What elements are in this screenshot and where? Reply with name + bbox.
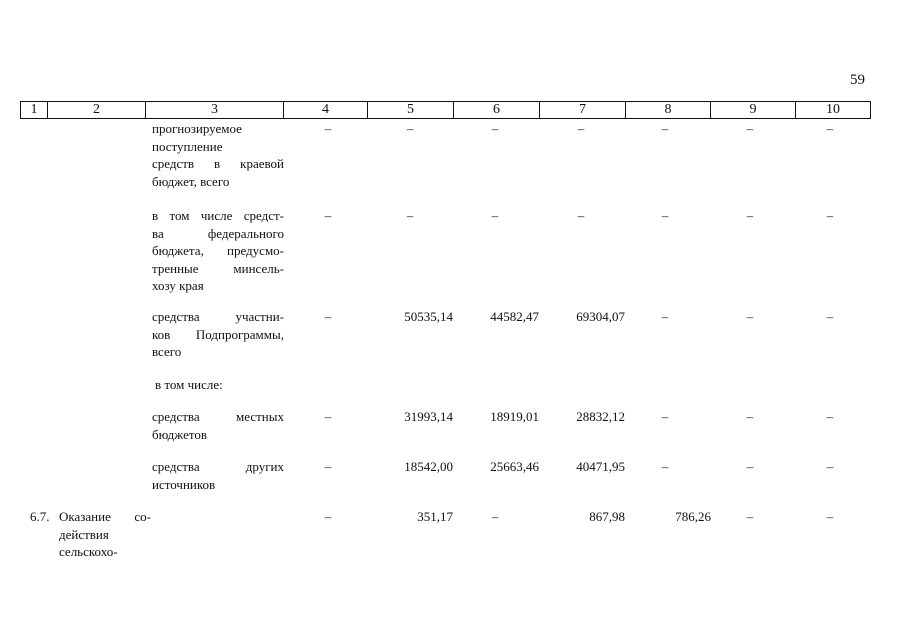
cell-col9: – — [746, 208, 754, 223]
cell-col10: – — [826, 409, 834, 424]
cell-col9: – — [746, 121, 754, 136]
cell-col5: – — [406, 121, 414, 136]
cell-col5: 50535,14 — [404, 309, 453, 324]
cell-col7: 28832,12 — [576, 409, 625, 424]
item-label-line: сельскохо- — [59, 544, 118, 559]
cell-col7: – — [577, 208, 585, 223]
item-label-line: действия — [59, 526, 109, 542]
description-line: средства местных — [152, 409, 284, 424]
description-line: поступление — [152, 138, 223, 154]
description-line: ва федерального — [152, 225, 284, 241]
cell-col4: – — [324, 309, 332, 324]
column-number-5: 5 — [368, 102, 454, 119]
description-line: бюджета, предусмо- — [152, 243, 284, 258]
column-number-10: 10 — [796, 102, 871, 119]
description-line: тренные минсель- — [152, 260, 284, 276]
cell-col6: – — [491, 208, 499, 223]
cell-col4: – — [324, 208, 332, 223]
description-line: хозу края — [152, 278, 204, 293]
description-line: средства других — [152, 459, 284, 474]
description-line: всего — [152, 344, 182, 359]
cell-col8: – — [661, 309, 669, 324]
cell-col6: – — [491, 121, 499, 136]
cell-col10: – — [826, 509, 834, 524]
cell-col7: – — [577, 121, 585, 136]
cell-col10: – — [826, 459, 834, 474]
item-label — [59, 508, 151, 561]
cell-col4: – — [324, 121, 332, 136]
cell-col4: – — [324, 509, 332, 524]
cell-col5: 18542,00 — [404, 459, 453, 474]
cell-col4: – — [324, 409, 332, 424]
column-number-4: 4 — [284, 102, 368, 119]
description-line: источников — [152, 476, 216, 492]
description-line: прогнозируемое — [152, 121, 242, 136]
column-number-8: 8 — [626, 102, 711, 119]
column-number-1: 1 — [21, 102, 48, 119]
description-line: в том числе средст- — [152, 208, 284, 223]
row-description — [152, 408, 284, 443]
cell-col6: 18919,01 — [490, 409, 539, 424]
page-number: 59 — [850, 72, 865, 88]
cell-col5: 31993,14 — [404, 409, 453, 424]
description-line: средства участни- — [152, 309, 284, 324]
row-description — [152, 458, 284, 493]
cell-col10: – — [826, 208, 834, 223]
cell-col5: 351,17 — [417, 509, 453, 524]
description-line: бюджетов — [152, 426, 208, 442]
cell-col7: 69304,07 — [576, 309, 625, 324]
cell-col6: – — [491, 509, 499, 524]
item-label-line: Оказание со- — [59, 509, 151, 524]
cell-col10: – — [826, 121, 834, 136]
cell-col6: 44582,47 — [490, 309, 539, 324]
row-description: в том числе: — [155, 377, 223, 392]
column-number-3: 3 — [146, 102, 284, 119]
cell-col9: – — [746, 309, 754, 324]
item-number: 6.7. — [30, 509, 50, 524]
cell-col7: 40471,95 — [576, 459, 625, 474]
row-description — [152, 207, 284, 295]
cell-col6: 25663,46 — [490, 459, 539, 474]
cell-col4: – — [324, 459, 332, 474]
description-line: ков Подпрограммы, — [152, 326, 284, 342]
cell-col7: 867,98 — [589, 509, 625, 524]
column-number-9: 9 — [711, 102, 796, 119]
column-number-7: 7 — [540, 102, 626, 119]
cell-col9: – — [746, 409, 754, 424]
cell-col9: – — [746, 509, 754, 524]
description-line: бюджет, всего — [152, 173, 230, 189]
cell-col8: 786,26 — [675, 509, 711, 524]
cell-col9: – — [746, 459, 754, 474]
column-number-2: 2 — [48, 102, 146, 119]
column-number-6: 6 — [454, 102, 540, 119]
description-line: средств в краевой — [152, 156, 284, 171]
cell-col10: – — [826, 309, 834, 324]
column-header-row — [20, 101, 871, 119]
row-description — [152, 120, 284, 190]
cell-col8: – — [661, 459, 669, 474]
cell-col8: – — [661, 208, 669, 223]
row-description — [152, 308, 284, 361]
cell-col8: – — [661, 121, 669, 136]
cell-col8: – — [661, 409, 669, 424]
cell-col5: – — [406, 208, 414, 223]
